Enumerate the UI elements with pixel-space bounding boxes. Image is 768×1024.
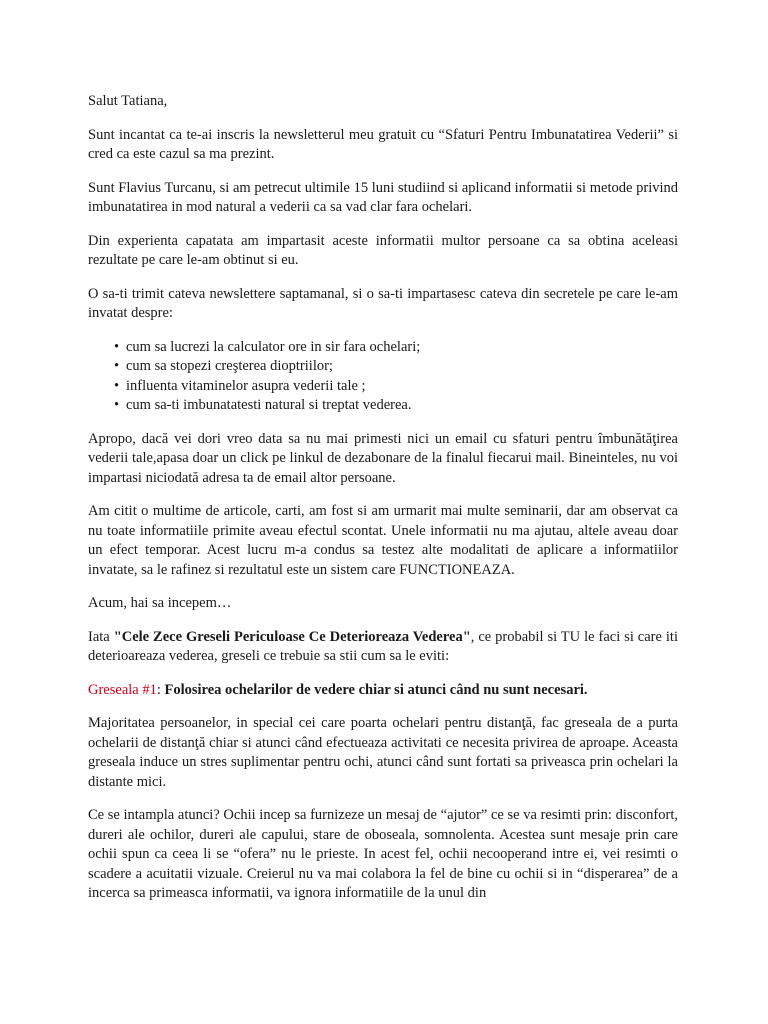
mistake-1-heading [88, 681, 678, 701]
bullet-icon: • [114, 397, 120, 413]
mistakes-lead: Iata [88, 628, 114, 645]
paragraph-start: Acum, hai sa incepem… [88, 595, 232, 611]
paragraph-author: Sunt Flavius Turcanu, si am petrecut ultimile 15 luni studiind si aplicand informatii si metode privind imbunatatirea in mod natural a vederii ca sa vad clar fara ochelari. [88, 179, 678, 215]
paragraph-mistake-1-explanation: Majoritatea persoanelor, in special cei care poarta ochelari pentru distanţă, fac greseala de a purta ochelarii de distanţă chiar si atunci când efectueaza activitati ce necesita privirea de aproape. Aceasta greseala induce un stres suplimentar pentru ochi, atunci când sunt fortati sa priveasca prin ochelari la distante mici. [88, 715, 678, 790]
paragraph-intro: Sunt incantat ca te-ai inscris la newsletterul meu gratuit cu “Sfaturi Pentru Imbunatatirea Vederii” si cred ca este cazul sa ma prezint. [88, 126, 678, 162]
list-item [88, 357, 678, 377]
mistakes-rest: , ce probabil si TU le faci si care iti deterioareaza vederea, greseli ce trebuie sa stii cum sa le eviti: [88, 628, 678, 664]
mistakes-title: "Cele Zece Greseli Periculoase Ce Deterioreaza Vederea" [113, 628, 471, 645]
list-item [88, 396, 678, 416]
paragraph-research: Am citit o multime de articole, carti, am fost si am urmarit mai multe seminarii, dar am observat ca nu toate informatiile primite aveau efectul scontat. Unele informatii nu ma ajutau, altele aveau doar un efect temporar. Acest lucru m-a condus sa testez alte modalitati de aplicare a informatiilor invatate, sa le rafinez si rezultatul este un sistem care FUNCTIONEAZA. [88, 503, 678, 578]
topics-list [88, 338, 678, 416]
paragraph-experience: Din experienta capatata am impartasit aceste informatii multor persoane ca sa obtina aceleasi rezultate pe care le-am obtinut si eu. [88, 232, 678, 268]
list-item [88, 377, 678, 397]
list-item-text: influenta vitaminelor asupra vederii tale ; [126, 377, 366, 394]
list-item-text: cum sa stopezi creşterea dioptriilor; [126, 358, 333, 374]
bullet-icon: • [114, 358, 120, 374]
list-item-text: cum sa-ti imbunatatesti natural si treptat vederea. [126, 397, 412, 413]
bullet-icon: • [114, 338, 120, 355]
list-item-text: cum sa lucrezi la calculator ore in sir fara ochelari; [126, 338, 421, 355]
paragraph-mistakes-intro [88, 628, 678, 667]
bullet-icon: • [114, 377, 120, 394]
paragraph-newsletter: O sa-ti trimit cateva newslettere saptamanal, si o sa-ti impartasesc cateva din secretele pe care le-am invatat despre: [88, 285, 678, 321]
paragraph-unsubscribe: Apropo, dacă vei dori vreo data sa nu mai primesti nici un email cu sfaturi pentru îmbunătăţirea vederii tale,apasa doar un click pe linkul de dezabonare de la finalul fiecarui mail. Bineinteles, nu voi impartasi niciodată adresa ta de email altor persoane. [88, 430, 678, 486]
greeting: Salut Tatiana, [88, 93, 168, 109]
letter-body [88, 92, 678, 918]
mistake-1-label: Greseala #1 [88, 681, 157, 698]
mistake-1-title: Folosirea ochelarilor de vedere chiar si atunci când nu sunt necesari. [160, 681, 588, 698]
paragraph-mistake-1-consequences: Ce se intampla atunci? Ochii incep sa furnizeze un mesaj de “ajutor” ce se va resimti prin: disconfort, dureri ale ochilor, dureri ale capului, stare de oboseala, somnolenta. Acestea sunt mesaje prin care ochii spun ca ceea li se “ofera” nu le priestе. In acest fel, ochii necooperand intre ei, vei resimti o scadere a acuitatii vizuale. Creierul nu va mai colabora la fel de bine cu ochii si in “disperarea” de a incerca sa primeasca informatii, va ignora informatiile de la unul din [88, 807, 678, 901]
list-item [88, 338, 678, 358]
mistake-1-colon: : [156, 681, 161, 698]
